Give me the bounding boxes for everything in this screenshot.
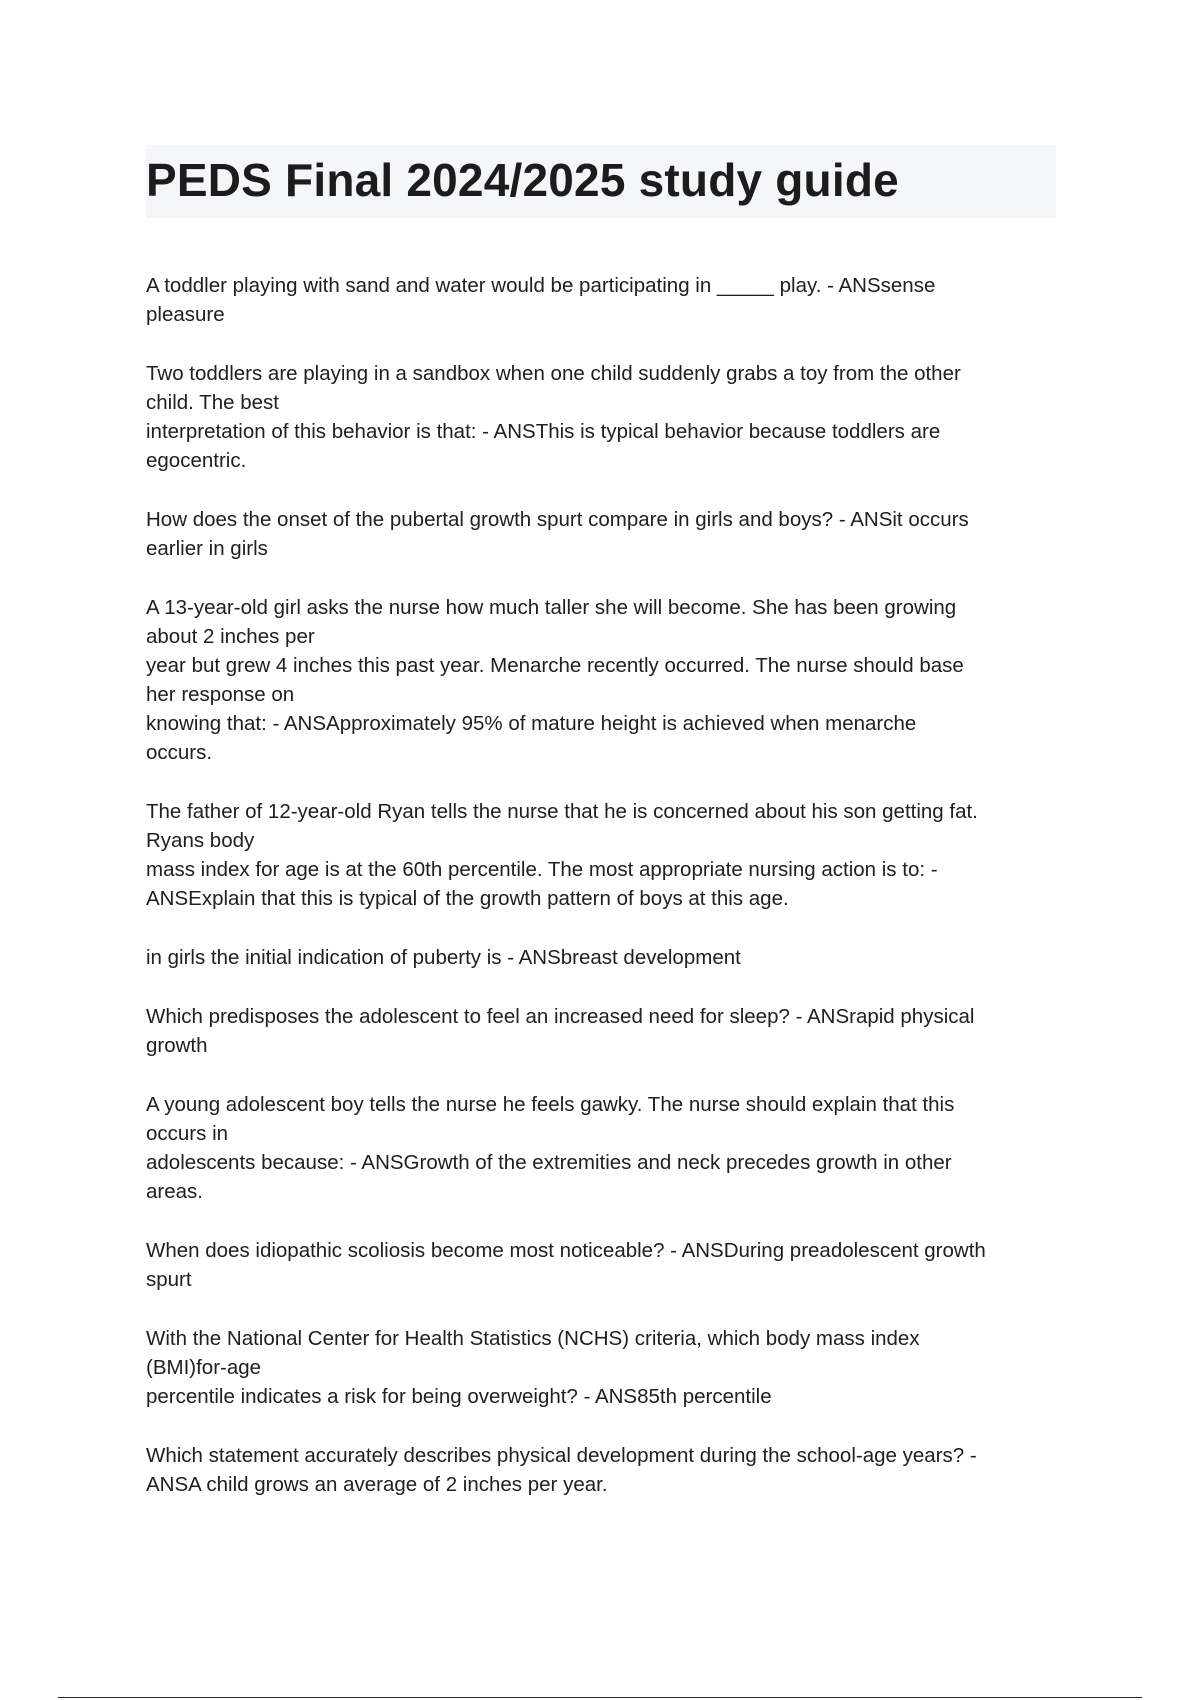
- qa-item: [146, 1236, 1066, 1294]
- qa-item: [146, 943, 1066, 972]
- qa-line: (BMI)for-age: [146, 1356, 262, 1379]
- qa-line: areas.: [146, 1180, 203, 1203]
- qa-line: When does idiopathic scoliosis become most noticeable? - ANSDuring preadolescent growth: [146, 1239, 986, 1262]
- qa-line: child. The best: [146, 391, 279, 414]
- qa-line: in girls the initial indication of puberty is - ANSbreast development: [146, 946, 741, 969]
- qa-line: knowing that: - ANSApproximately 95% of mature height is achieved when menarche: [146, 712, 917, 735]
- qa-line: ANSExplain that this is typical of the growth pattern of boys at this age.: [146, 887, 789, 910]
- qa-line: spurt: [146, 1268, 192, 1291]
- qa-line: pleasure: [146, 303, 225, 326]
- qa-item: [146, 1324, 1066, 1411]
- qa-line: egocentric.: [146, 449, 247, 472]
- qa-line: year but grew 4 inches this past year. Menarche recently occurred. The nurse should base: [146, 654, 964, 677]
- question-answer-list: [146, 271, 1066, 1529]
- qa-line: her response on: [146, 683, 295, 706]
- qa-item: [146, 1441, 1066, 1499]
- qa-line: adolescents because: - ANSGrowth of the extremities and neck precedes growth in other: [146, 1151, 952, 1174]
- qa-line: occurs.: [146, 741, 213, 764]
- qa-line: ANSA child grows an average of 2 inches per year.: [146, 1473, 608, 1496]
- qa-line: With the National Center for Health Statistics (NCHS) criteria, which body mass index: [146, 1327, 920, 1350]
- qa-item: [146, 1090, 1066, 1206]
- qa-line: Ryans body: [146, 829, 255, 852]
- qa-line: growth: [146, 1034, 208, 1057]
- qa-line: The father of 12-year-old Ryan tells the nurse that he is concerned about his son getting fat.: [146, 800, 978, 823]
- qa-item: [146, 271, 1066, 329]
- qa-item: [146, 505, 1066, 563]
- footer-divider: [58, 1697, 1142, 1698]
- qa-line: about 2 inches per: [146, 625, 315, 648]
- qa-line: A young adolescent boy tells the nurse he feels gawky. The nurse should explain that this: [146, 1093, 955, 1116]
- qa-line: Two toddlers are playing in a sandbox when one child suddenly grabs a toy from the other: [146, 362, 961, 385]
- qa-item: [146, 593, 1066, 767]
- qa-line: mass index for age is at the 60th percentile. The most appropriate nursing action is to: -: [146, 858, 938, 881]
- qa-line: interpretation of this behavior is that: - ANSThis is typical behavior because toddlers are: [146, 420, 941, 443]
- qa-line: percentile indicates a risk for being overweight? - ANS85th percentile: [146, 1385, 772, 1408]
- title-banner: [146, 145, 1056, 218]
- qa-line: Which statement accurately describes physical development during the school-age years? -: [146, 1444, 977, 1467]
- qa-line: How does the onset of the pubertal growth spurt compare in girls and boys? - ANSit occurs: [146, 508, 969, 531]
- qa-line: occurs in: [146, 1122, 229, 1145]
- qa-line: A toddler playing with sand and water would be participating in _____ play. - ANSsense: [146, 274, 936, 297]
- qa-line: earlier in girls: [146, 537, 268, 560]
- qa-item: [146, 359, 1066, 475]
- qa-line: A 13-year-old girl asks the nurse how much taller she will become. She has been growing: [146, 596, 957, 619]
- document-title: PEDS Final 2024/2025 study guide: [146, 154, 899, 206]
- qa-line: Which predisposes the adolescent to feel an increased need for sleep? - ANSrapid physical: [146, 1005, 975, 1028]
- qa-item: [146, 1002, 1066, 1060]
- qa-item: [146, 797, 1066, 913]
